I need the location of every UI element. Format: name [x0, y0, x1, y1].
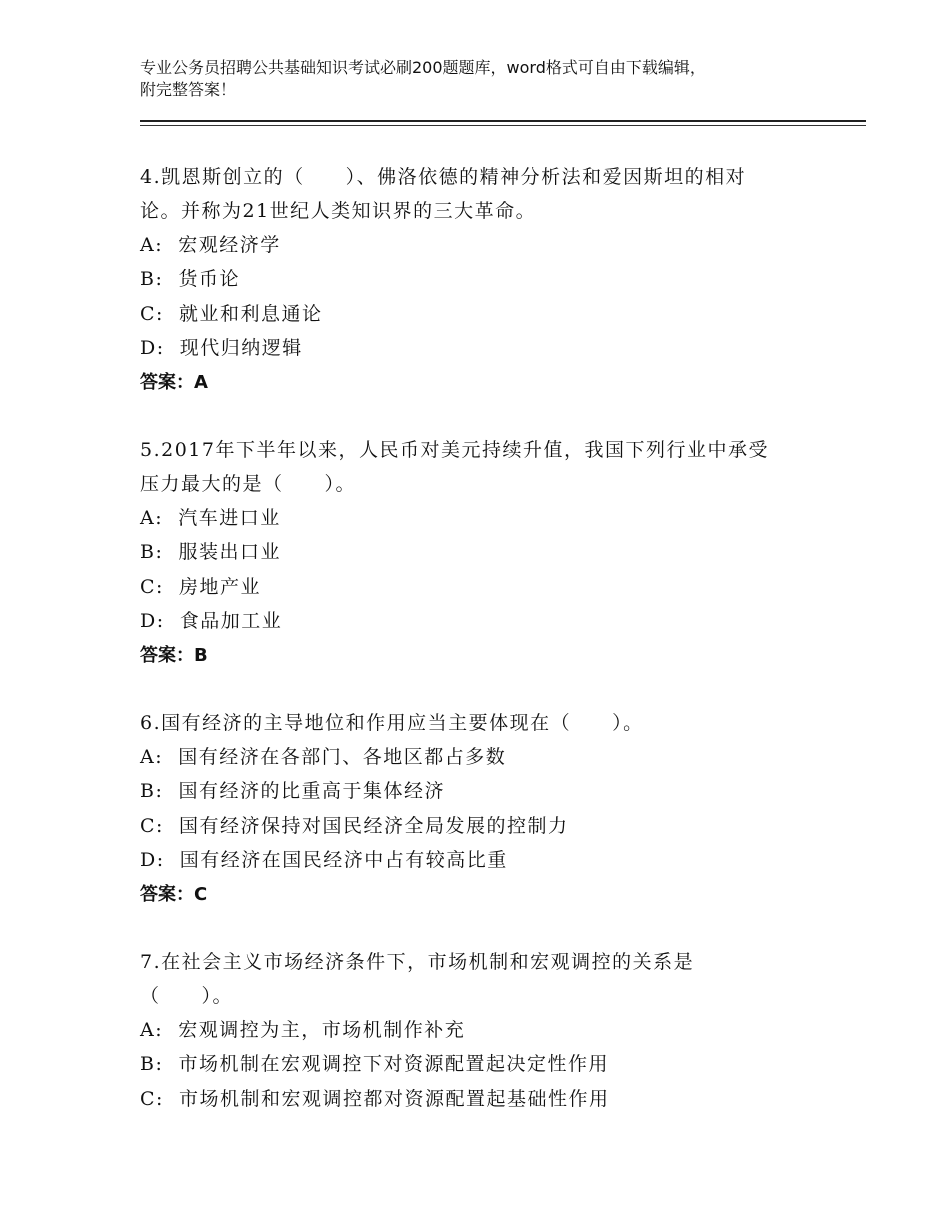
question-6-option-c: C: 国有经济保持对国民经济全局发展的控制力 — [140, 814, 569, 837]
question-7-option-c: C: 市场机制和宏观调控都对资源配置起基础性作用 — [140, 1087, 610, 1110]
question-7-line-1: 7.在社会主义市场经济条件下，市场机制和宏观调控的关系是 — [140, 951, 695, 973]
question-4-answer: 答案：A — [140, 371, 208, 393]
question-6-option-d: D: 国有经济在国民经济中占有较高比重 — [140, 849, 508, 872]
question-7-option-a: A: 宏观调控为主，市场机制作补充 — [140, 1019, 466, 1041]
question-7 — [140, 945, 840, 1116]
question-6-answer: 答案：C — [140, 883, 208, 905]
question-4-option-c: C: 就业和利息通论 — [140, 302, 323, 325]
header-divider-thin — [140, 125, 866, 126]
question-5-option-a: A: 汽车进口业 — [140, 507, 281, 529]
question-5-line-2: 压力最大的是（ ）。 — [140, 473, 357, 495]
question-4-option-a: A: 宏观经济学 — [140, 234, 281, 256]
document-header — [140, 57, 840, 101]
question-6-option-a: A: 国有经济在各部门、各地区都占多数 — [140, 746, 507, 768]
question-5-option-c: C: 房地产业 — [140, 575, 262, 598]
question-4-option-b: B: 货币论 — [140, 268, 240, 291]
header-line-1: 专业公务员招聘公共基础知识考试必刷200题题库，word格式可自由下载编辑， — [140, 58, 706, 77]
question-5-option-d: D: 食品加工业 — [140, 610, 283, 633]
question-6 — [140, 706, 840, 912]
question-7-line-2: （ ）。 — [140, 985, 234, 1007]
question-7-option-b: B: 市场机制在宏观调控下对资源配置起决定性作用 — [140, 1053, 609, 1076]
header-line-2: 附完整答案！ — [140, 80, 237, 99]
question-6-option-b: B: 国有经济的比重高于集体经济 — [140, 780, 445, 803]
question-5-line-1: 5.2017年下半年以来，人民币对美元持续升值，我国下列行业中承受 — [140, 439, 769, 461]
question-4-line-2: 论。并称为21世纪人类知识界的三大革命。 — [140, 200, 537, 222]
question-5 — [140, 433, 840, 673]
question-5-option-b: B: 服装出口业 — [140, 541, 281, 564]
question-6-line-1: 6.国有经济的主导地位和作用应当主要体现在（ ）。 — [140, 712, 644, 734]
question-4-line-1: 4.凯恩斯创立的（ ）、佛洛依德的精神分析法和爱因斯坦的相对 — [140, 166, 747, 188]
header-divider-thick — [140, 120, 866, 122]
question-4 — [140, 160, 840, 400]
question-4-option-d: D: 现代归纳逻辑 — [140, 337, 303, 360]
question-5-answer: 答案：B — [140, 644, 208, 666]
